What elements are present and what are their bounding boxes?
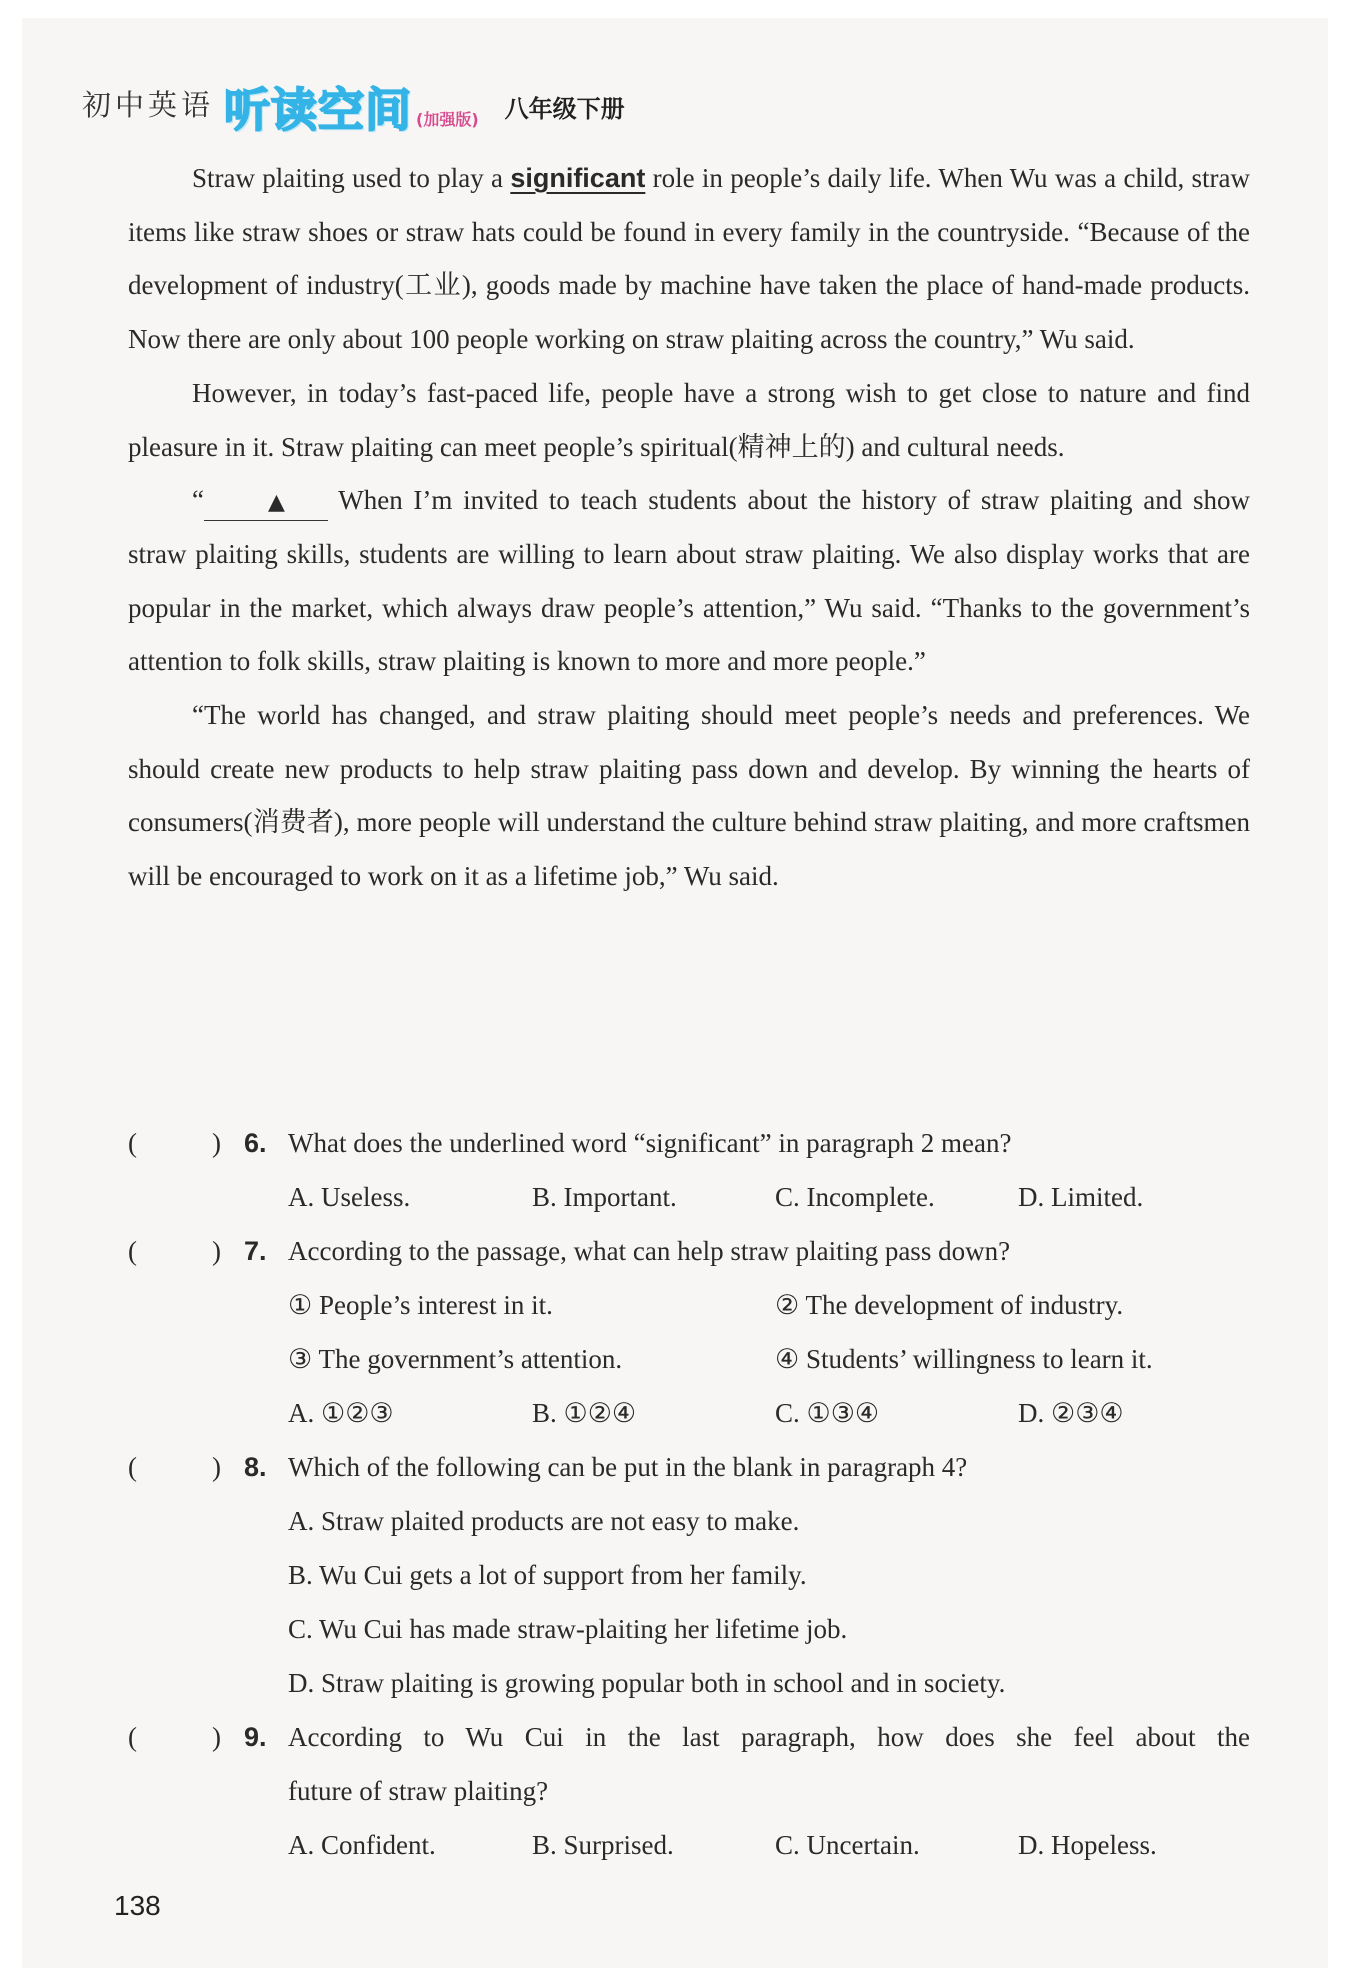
option-c: C. Incomplete. xyxy=(775,1182,935,1212)
triangle-icon: ▲ xyxy=(267,490,285,516)
option-a: A. ①②③ xyxy=(288,1398,394,1428)
option-b: B. Surprised. xyxy=(532,1830,674,1860)
question-number: 6. xyxy=(244,1128,267,1158)
answer-paren-close: ) xyxy=(212,1452,221,1482)
brand-logo xyxy=(224,74,412,140)
answer-paren-close: ) xyxy=(212,1128,221,1158)
option-c: C. Wu Cui has made straw-plaiting her lifetime job. xyxy=(288,1614,848,1644)
answer-paren-open: ( xyxy=(128,1128,137,1158)
option-d: D. Hopeless. xyxy=(1018,1830,1157,1860)
paragraph-text: role in people’s daily life. When Wu was a child, straw items like straw shoes or straw hats could be found in every family in the countryside. “Because of the development of industry(工业), goods made by machine have taken the place of hand-made products. Now there are only about 100 people working on straw plaiting across the country,” Wu said. xyxy=(128,163,1250,355)
option-a: A. Straw plaited products are not easy to make. xyxy=(288,1506,800,1536)
paragraph-3 xyxy=(128,367,1250,474)
paragraph-2 xyxy=(128,152,1250,367)
answer-paren-open: ( xyxy=(128,1722,137,1752)
question-number: 8. xyxy=(244,1452,267,1482)
option-c: C. Uncertain. xyxy=(775,1830,920,1860)
book-header xyxy=(82,70,625,140)
paragraph-4 xyxy=(128,474,1250,689)
question-text: According to the passage, what can help straw plaiting pass down? xyxy=(288,1236,1011,1266)
option-b: B. ①②④ xyxy=(532,1398,637,1428)
paragraph-5 xyxy=(128,689,1250,904)
question-6 xyxy=(128,1117,1250,1171)
option-d: D. Straw plaiting is growing popular both in school and in society. xyxy=(288,1668,1006,1698)
statement-1: ① People’s interest in it. xyxy=(288,1290,553,1320)
answer-paren-open: ( xyxy=(128,1452,137,1482)
answer-paren-close: ) xyxy=(212,1236,221,1266)
answer-paren-close: ) xyxy=(212,1722,221,1752)
option-b: B. Wu Cui gets a lot of support from her family. xyxy=(288,1560,807,1590)
option-b: B. Important. xyxy=(532,1182,677,1212)
question-text-continued: future of straw plaiting? xyxy=(288,1776,549,1806)
question-text: According to Wu Cui in the last paragraph, how does she feel about the xyxy=(288,1722,1250,1752)
statement-3: ③ The government’s attention. xyxy=(288,1344,623,1374)
statement-2: ② The development of industry. xyxy=(775,1290,1124,1320)
reading-passage xyxy=(128,152,1250,904)
question-8 xyxy=(128,1441,1250,1495)
option-d: D. Limited. xyxy=(1018,1182,1144,1212)
paragraph-text: Straw plaiting used to play a xyxy=(192,163,511,193)
paragraph-text: When I’m invited to teach students about the history of straw plaiting and show straw plaiting skills, students are willing to learn about straw plaiting. We also display works that are popular in the market, which always draw people’s attention,” Wu said. “Thanks to the government’s attention to folk skills, straw plaiting is known to more and more people.” xyxy=(128,485,1250,677)
option-a: A. Confident. xyxy=(288,1830,436,1860)
grade-label: 八年级下册 xyxy=(504,95,625,123)
statement-4: ④ Students’ willingness to learn it. xyxy=(775,1344,1153,1374)
brand-title: 听读空间 xyxy=(224,83,413,137)
paragraph-text: “The world has changed, and straw plaiting should meet people’s needs and preferences. We should create new products to help straw plaiting pass down and develop. By winning the hearts of consumers(消费者), more people will understand the culture behind straw plaiting, and more craftsmen will be encouraged to work on it as a lifetime job,” Wu said. xyxy=(128,700,1250,892)
answer-blank xyxy=(204,483,328,521)
question-7 xyxy=(128,1225,1250,1279)
option-a: A. Useless. xyxy=(288,1182,411,1212)
edition-label: (加强版) xyxy=(416,110,479,129)
underlined-word: significant xyxy=(510,163,646,193)
page-number: 138 xyxy=(114,1890,161,1921)
open-quote: “ xyxy=(192,485,204,516)
answer-paren-open: ( xyxy=(128,1236,137,1266)
question-9 xyxy=(128,1711,1250,1765)
option-d: D. ②③④ xyxy=(1018,1398,1124,1428)
paragraph-text: However, in today’s fast-paced life, people have a strong wish to get close to nature and find pleasure in it. Straw plaiting can meet people’s spiritual(精神上的) and cultural needs. xyxy=(128,377,1250,462)
question-text: Which of the following can be put in the blank in paragraph 4? xyxy=(288,1452,968,1482)
series-title: 初中英语 xyxy=(82,88,215,122)
question-number: 7. xyxy=(244,1236,267,1266)
question-text: What does the underlined word “significant” in paragraph 2 mean? xyxy=(288,1128,1012,1158)
option-c: C. ①③④ xyxy=(775,1398,880,1428)
question-number: 9. xyxy=(244,1722,267,1752)
